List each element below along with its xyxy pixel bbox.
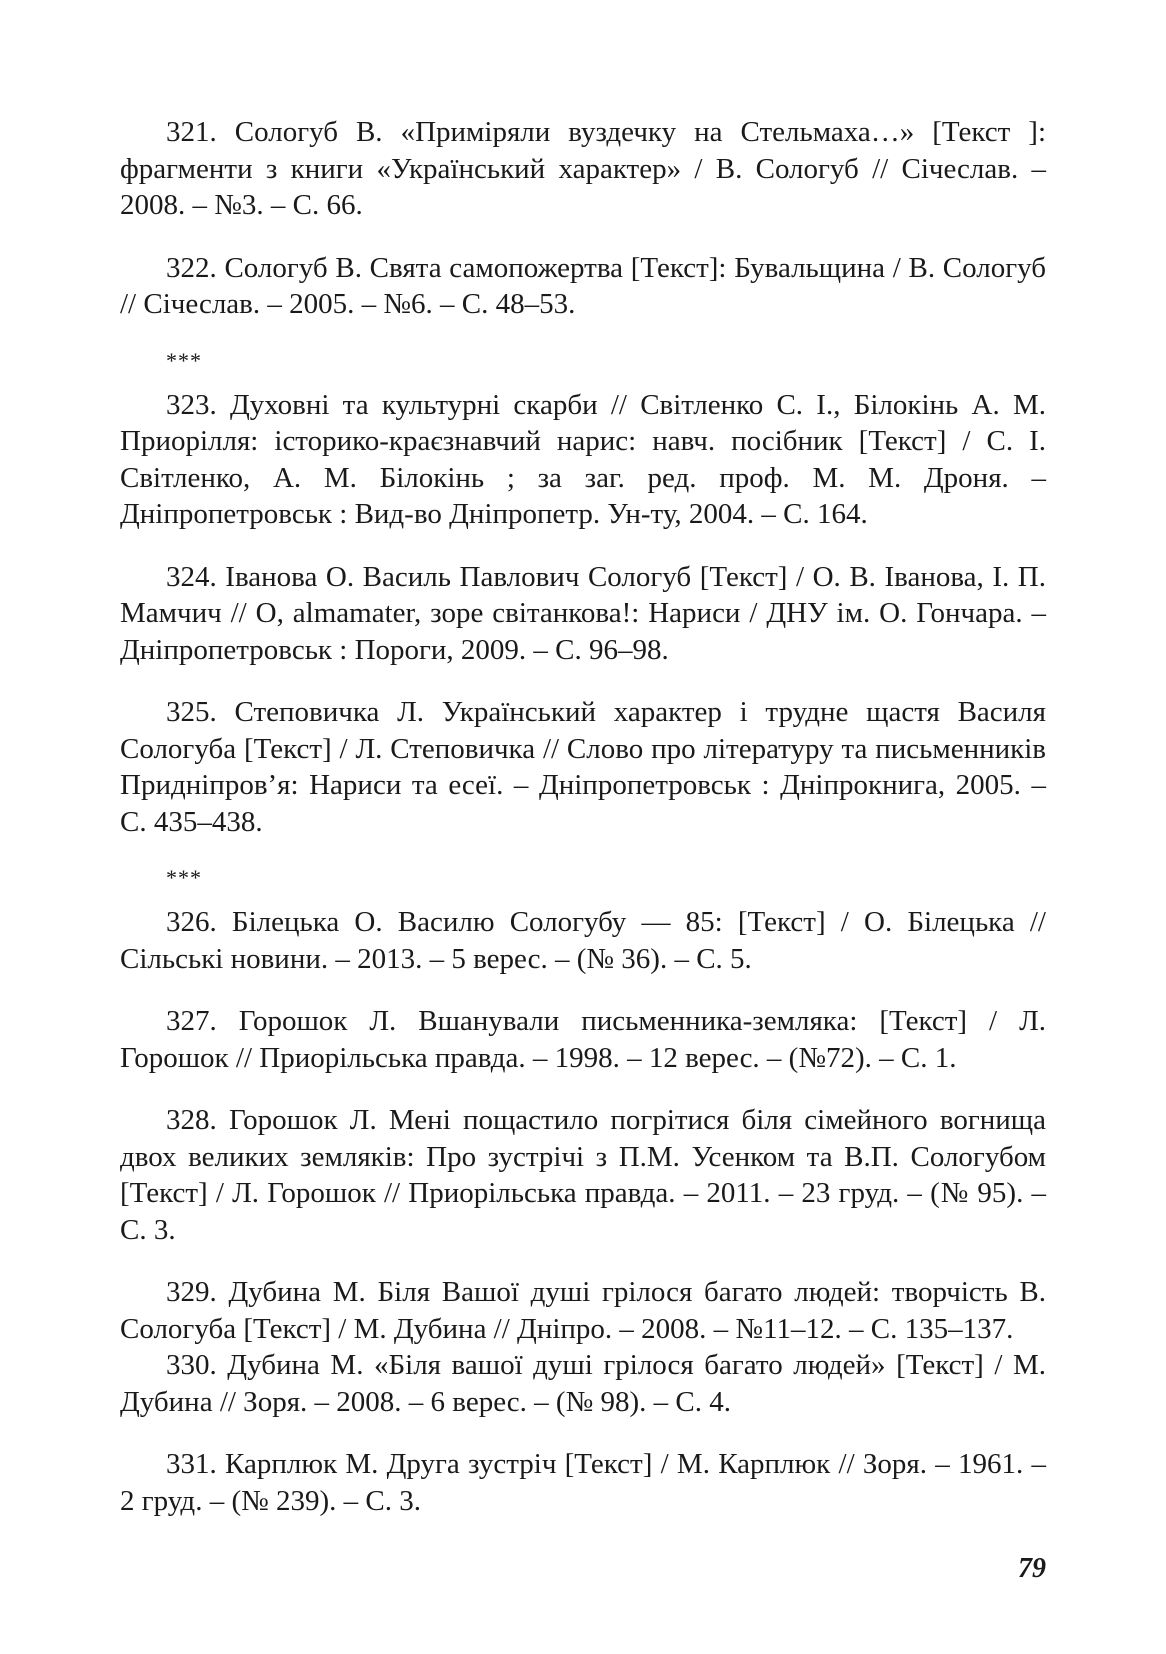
bibliography-entry-329: 329. Дубина М. Біля Вашої душі грілося багато людей: творчість В. Сологуба [Текст] / М. Дубина // Дніпро. – 2008. – №11–12. – С. 135–137. (120, 1276, 1046, 1345)
bibliography-entry-324: 324. Іванова О. Василь Павлович Сологуб [Текст] / О. В. Іванова, І. П. Мамчич // О, almamater, зоре світанкова!: Нариси / ДНУ ім. О. Гончара. – Дніпропетровськ : Пороги, 2009. – С. 96–98. (120, 560, 1046, 666)
page-number: 79 (1018, 1553, 1046, 1584)
bibliography-entry-325: 325. Степовичка Л. Український характер і трудне щастя Василя Сологуба [Текст] / Л. Степовичка // Слово про літературу та письменників Придніпров’я: Нариси та есеї. – Дніпропетровськ : Дніпрокнига, 2005. – С. 435–438. (120, 696, 1046, 838)
section-separator: *** (166, 865, 202, 890)
bibliography-page (120, 114, 1046, 1545)
bibliography-entry-323: 323. Духовні та культурні скарби // Світленко С. І., Білокінь А. М. Приорілля: історико-краєзнавчий нарис: навч. посібник [Текст] / С. І. Світленко, А. М. Білокінь ; за заг. ред. проф. М. М. Дроня. – Дніпропетровськ : Вид-во Дніпропетр. Ун-ту, 2004. – С. 164. (120, 388, 1046, 530)
bibliography-entry-331: 331. Карплюк М. Друга зустріч [Текст] / М. Карплюк // Зоря. – 1961. – 2 груд. – (№ 239). – С. 3. (120, 1448, 1046, 1517)
bibliography-entry-321: 321. Сологуб В. «Приміряли вуздечку на Стельмаха…» [Текст ]: фрагменти з книги «Український характер» / В. Сологуб // Січеслав. – 2008. – №3. – С. 66. (120, 116, 1046, 221)
bibliography-entry-322: 322. Сологуб В. Свята самопожертва [Текст]: Бувальщина / В. Сологуб // Січеслав. – 2005. – №6. – С. 48–53. (120, 251, 1046, 320)
section-separator: *** (166, 347, 202, 373)
bibliography-entry-327: 327. Горошок Л. Вшанували письменника-земляка: [Текст] / Л. Горошок // Приорільська правда. – 1998. – 12 верес. – (№72). – С. 1. (120, 1005, 1046, 1074)
bibliography-entry-326: 326. Білецька О. Василю Сологубу — 85: [Текст] / О. Білецька // Сільські новини. – 2013. – 5 верес. – (№ 36). – С. 5. (120, 906, 1046, 975)
bibliography-entry-330: 330. Дубина М. «Біля вашої душі грілося багато людей» [Текст] / М. Дубина // Зоря. – 2008. – 6 верес. – (№ 98). – С. 4. (120, 1349, 1046, 1418)
bibliography-entry-328: 328. Горошок Л. Мені пощастило погрітися біля сімейного вогнища двох великих земляків: Про зустрічі з П.М. Усенком та В.П. Сологубом [Текст] / Л. Горошок // Приорільська правда. – 2011. – 23 груд. – (№ 95). – С. 3. (120, 1104, 1046, 1246)
